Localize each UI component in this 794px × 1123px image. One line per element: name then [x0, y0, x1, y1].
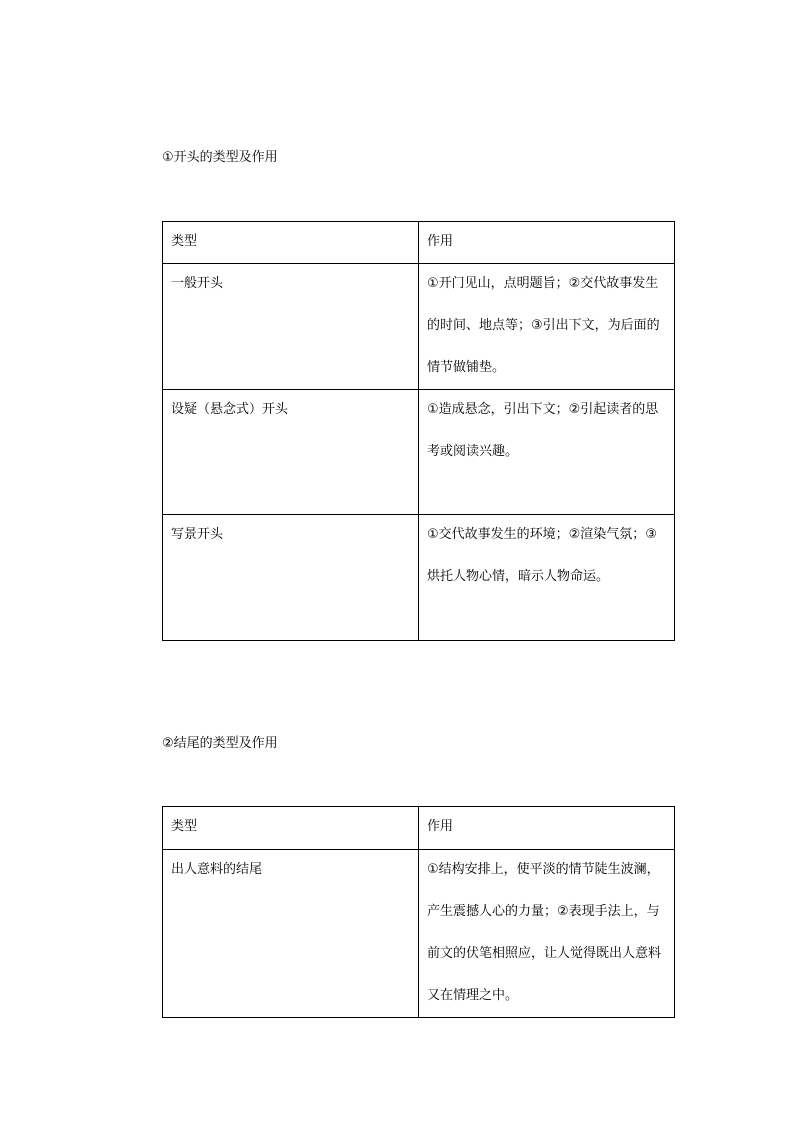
table-row	[163, 515, 675, 641]
use-text: ①造成悬念，引出下文；②引起读者的思考或阅读兴趣。	[427, 402, 659, 459]
header-label-use: 作用	[427, 234, 454, 249]
type-text: 出人意料的结尾	[171, 862, 263, 877]
section-heading-ending-types: ②结尾的类型及作用	[162, 736, 278, 751]
type-text: 写景开头	[171, 527, 224, 542]
header-cell-use	[419, 222, 675, 264]
type-cell	[163, 264, 419, 390]
type-cell	[163, 515, 419, 641]
header-label-type: 类型	[171, 819, 198, 834]
type-text: 一般开头	[171, 276, 224, 291]
ending-types-table	[162, 806, 675, 1018]
use-text: ①结构安排上，使平淡的情节陡生波澜，产生震撼人心的力量；②表现手法上，与前文的伏笔相照应，让人觉得既出人意料又在情理之中。	[427, 862, 662, 1003]
table-row	[163, 264, 675, 390]
header-cell-type	[163, 222, 419, 264]
use-cell	[419, 850, 675, 1018]
use-text: ①开门见山，点明题旨；②交代故事发生的时间、地点等；③引出下文，为后面的情节做铺垫。	[427, 276, 660, 375]
header-cell-use	[419, 807, 675, 850]
header-label-type: 类型	[171, 234, 198, 249]
type-cell	[163, 850, 419, 1018]
type-cell	[163, 390, 419, 515]
use-cell	[419, 515, 675, 641]
table-row	[163, 390, 675, 515]
use-cell	[419, 264, 675, 390]
table-header-row	[163, 807, 675, 850]
table-header-row	[163, 222, 675, 264]
table-row	[163, 850, 675, 1018]
header-cell-type	[163, 807, 419, 850]
opening-types-table	[162, 221, 675, 641]
header-label-use: 作用	[427, 819, 454, 834]
use-text: ①交代故事发生的环境；②渲染气氛；③烘托人物心情，暗示人物命运。	[427, 527, 657, 584]
use-cell	[419, 390, 675, 515]
type-text: 设疑（悬念式）开头	[171, 402, 289, 417]
section-heading-opening-types: ①开头的类型及作用	[162, 150, 278, 165]
